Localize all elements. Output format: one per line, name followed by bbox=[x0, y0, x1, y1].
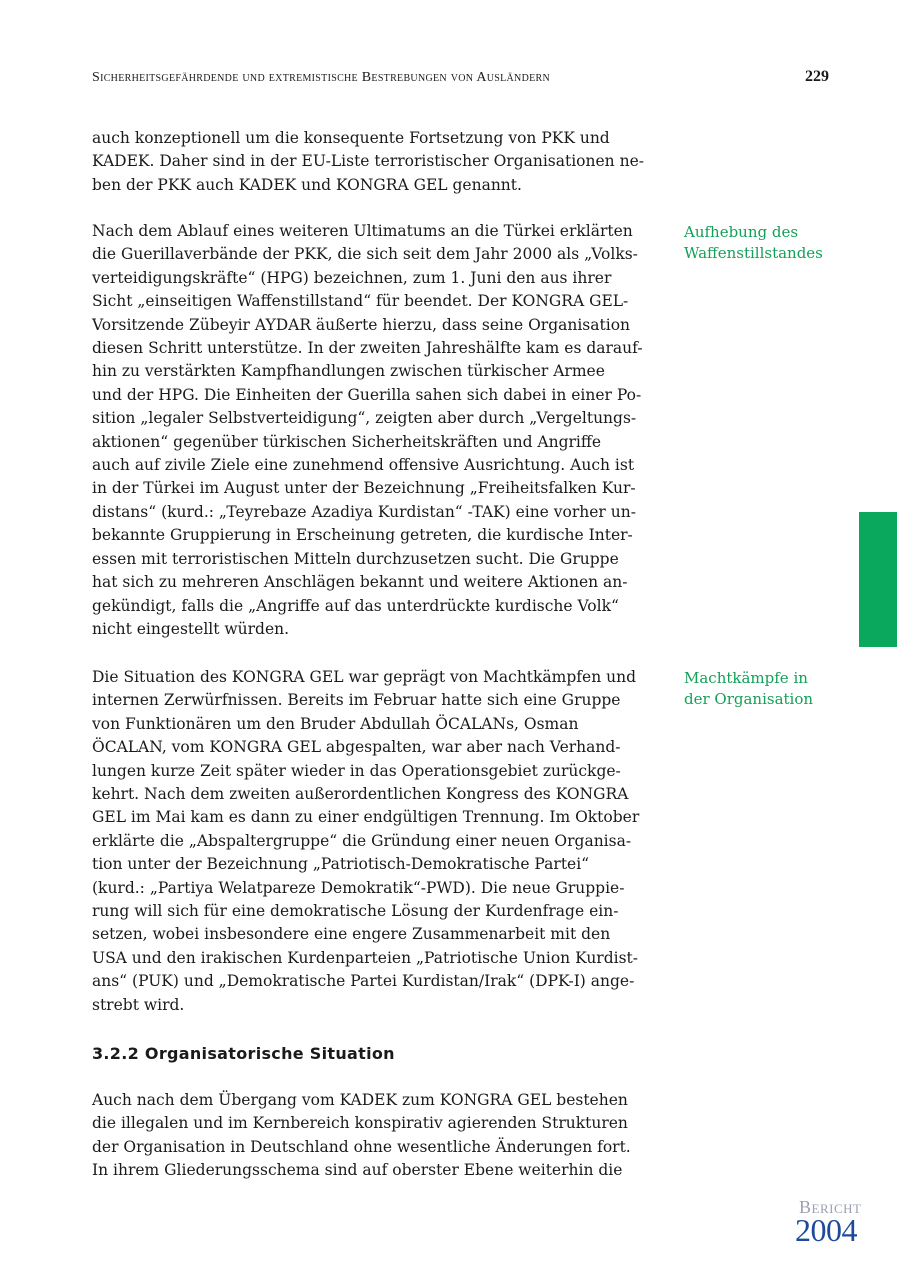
paragraph-line: internen Zerwürfnissen. Bereits im Februar hatte sich eine Gruppe bbox=[92, 691, 621, 710]
paragraph-line: auch auf zivile Ziele eine zunehmend offensive Ausrichtung. Auch ist bbox=[92, 456, 635, 475]
paragraph-line: kehrt. Nach dem zweiten außerordentlichen Kongress des KONGRA bbox=[92, 785, 629, 804]
margin-note-ceasefire bbox=[684, 222, 864, 263]
paragraph-line: ÖCALAN, vom KONGRA GEL abgespalten, war aber nach Verhand- bbox=[92, 738, 621, 757]
margin-note-power-struggles bbox=[684, 668, 864, 709]
page-number: 229 bbox=[805, 68, 829, 85]
paragraph-line: tion unter der Bezeichnung „Patriotisch-Demokratische Partei“ bbox=[92, 855, 590, 874]
paragraph-line: distans“ (kurd.: „Teyrebaze Azadiya Kurdistan“ -TAK) eine vorher un- bbox=[92, 502, 636, 521]
paragraph-line: rung will sich für eine demokratische Lösung der Kurdenfrage ein- bbox=[92, 902, 619, 921]
paragraph-1 bbox=[92, 127, 662, 197]
paragraph-line: GEL im Mai kam es dann zu einer endgültigen Trennung. Im Oktober bbox=[92, 808, 640, 827]
margin-note-line: Aufhebung des bbox=[684, 223, 799, 241]
paragraph-line: von Funktionären um den Bruder Abdullah ÖCALANs, Osman bbox=[92, 714, 579, 733]
paragraph-line: hin zu verstärkten Kampfhandlungen zwischen türkischer Armee bbox=[92, 362, 605, 381]
paragraph-line: ans“ (PUK) und „Demokratische Partei Kurdistan/Irak“ (DPK-I) ange- bbox=[92, 972, 635, 991]
paragraph-line: (kurd.: „Partiya Welatpareze Demokratik“-PWD). Die neue Gruppie- bbox=[92, 878, 625, 897]
paragraph-line: verteidigungskräfte“ (HPG) bezeichnen, zum 1. Juni den aus ihrer bbox=[92, 268, 612, 287]
paragraph-line: in der Türkei im August unter der Bezeichnung „Freiheitsfalken Kur- bbox=[92, 479, 636, 498]
paragraph-3 bbox=[92, 666, 662, 1017]
paragraph-line: erklärte die „Abspaltergruppe“ die Gründung einer neuen Organisa- bbox=[92, 831, 632, 850]
paragraph-line: USA und den irakischen Kurdenparteien „Patriotische Union Kurdist- bbox=[92, 948, 639, 967]
paragraph-line: hat sich zu mehreren Anschlägen bekannt und weitere Aktionen an- bbox=[92, 573, 628, 592]
paragraph-line: essen mit terroristischen Mitteln durchzusetzen sucht. Die Gruppe bbox=[92, 549, 619, 568]
chapter-tab-marker bbox=[859, 512, 897, 647]
paragraph-line: Nach dem Ablauf eines weiteren Ultimatums an die Türkei erklärten bbox=[92, 222, 633, 240]
paragraph-4 bbox=[92, 1089, 662, 1183]
paragraph-line: gekündigt, falls die „Angriffe auf das unterdrückte kurdische Volk“ bbox=[92, 596, 619, 615]
report-logo bbox=[795, 1197, 875, 1248]
paragraph-line: diesen Schritt unterstütze. In der zweiten Jahreshälfte kam es darauf- bbox=[92, 339, 643, 358]
margin-note-line: Machtkämpfe in bbox=[684, 669, 808, 687]
paragraph-line: die illegalen und im Kernbereich konspirativ agierenden Strukturen bbox=[92, 1114, 628, 1133]
paragraph-line: KADEK. Daher sind in der EU-Liste terroristischer Organisationen ne- bbox=[92, 152, 644, 171]
paragraph-line: sition „legaler Selbstverteidigung“, zeigten aber durch „Vergeltungs- bbox=[92, 409, 637, 428]
section-heading: 3.2.2 Organisatorische Situation bbox=[92, 1044, 395, 1063]
running-header-title: Sicherheitsgefährdende und extremistische Bestrebungen von Ausländern bbox=[92, 70, 550, 85]
paragraph-line: auch konzeptionell um die konsequente Fortsetzung von PKK und bbox=[92, 129, 610, 147]
report-logo-year: 2004 bbox=[795, 1212, 857, 1248]
paragraph-line: der Organisation in Deutschland ohne wesentliche Änderungen fort. bbox=[92, 1137, 631, 1156]
paragraph-line: lungen kurze Zeit später wieder in das Operationsgebiet zurückge- bbox=[92, 761, 621, 780]
paragraph-2 bbox=[92, 220, 662, 641]
margin-note-line: der Organisation bbox=[684, 689, 814, 708]
paragraph-line: Die Situation des KONGRA GEL war geprägt von Machtkämpfen und bbox=[92, 668, 636, 686]
paragraph-line: bekannte Gruppierung in Erscheinung getreten, die kurdische Inter- bbox=[92, 526, 633, 545]
paragraph-line: ben der PKK auch KADEK und KONGRA GEL genannt. bbox=[92, 175, 522, 194]
paragraph-line: aktionen“ gegenüber türkischen Sicherheitskräften und Angriffe bbox=[92, 432, 602, 451]
paragraph-line: die Guerillaverbände der PKK, die sich seit dem Jahr 2000 als „Volks- bbox=[92, 245, 638, 264]
paragraph-line: setzen, wobei insbesondere eine engere Zusammenarbeit mit den bbox=[92, 925, 611, 944]
margin-note-line: Waffenstillstandes bbox=[684, 243, 823, 262]
paragraph-line: Sicht „einseitigen Waffenstillstand“ für beendet. Der KONGRA GEL- bbox=[92, 292, 629, 311]
paragraph-line: strebt wird. bbox=[92, 995, 185, 1014]
paragraph-line: und der HPG. Die Einheiten der Guerilla sahen sich dabei in einer Po- bbox=[92, 385, 642, 404]
report-logo-word: Bericht bbox=[799, 1197, 862, 1217]
paragraph-line: nicht eingestellt würden. bbox=[92, 619, 290, 638]
paragraph-line: In ihrem Gliederungsschema sind auf oberster Ebene weiterhin die bbox=[92, 1161, 623, 1180]
paragraph-line: Auch nach dem Übergang vom KADEK zum KONGRA GEL bestehen bbox=[92, 1091, 628, 1109]
paragraph-line: Vorsitzende Zübeyir AYDAR äußerte hierzu, dass seine Organisation bbox=[92, 315, 631, 334]
